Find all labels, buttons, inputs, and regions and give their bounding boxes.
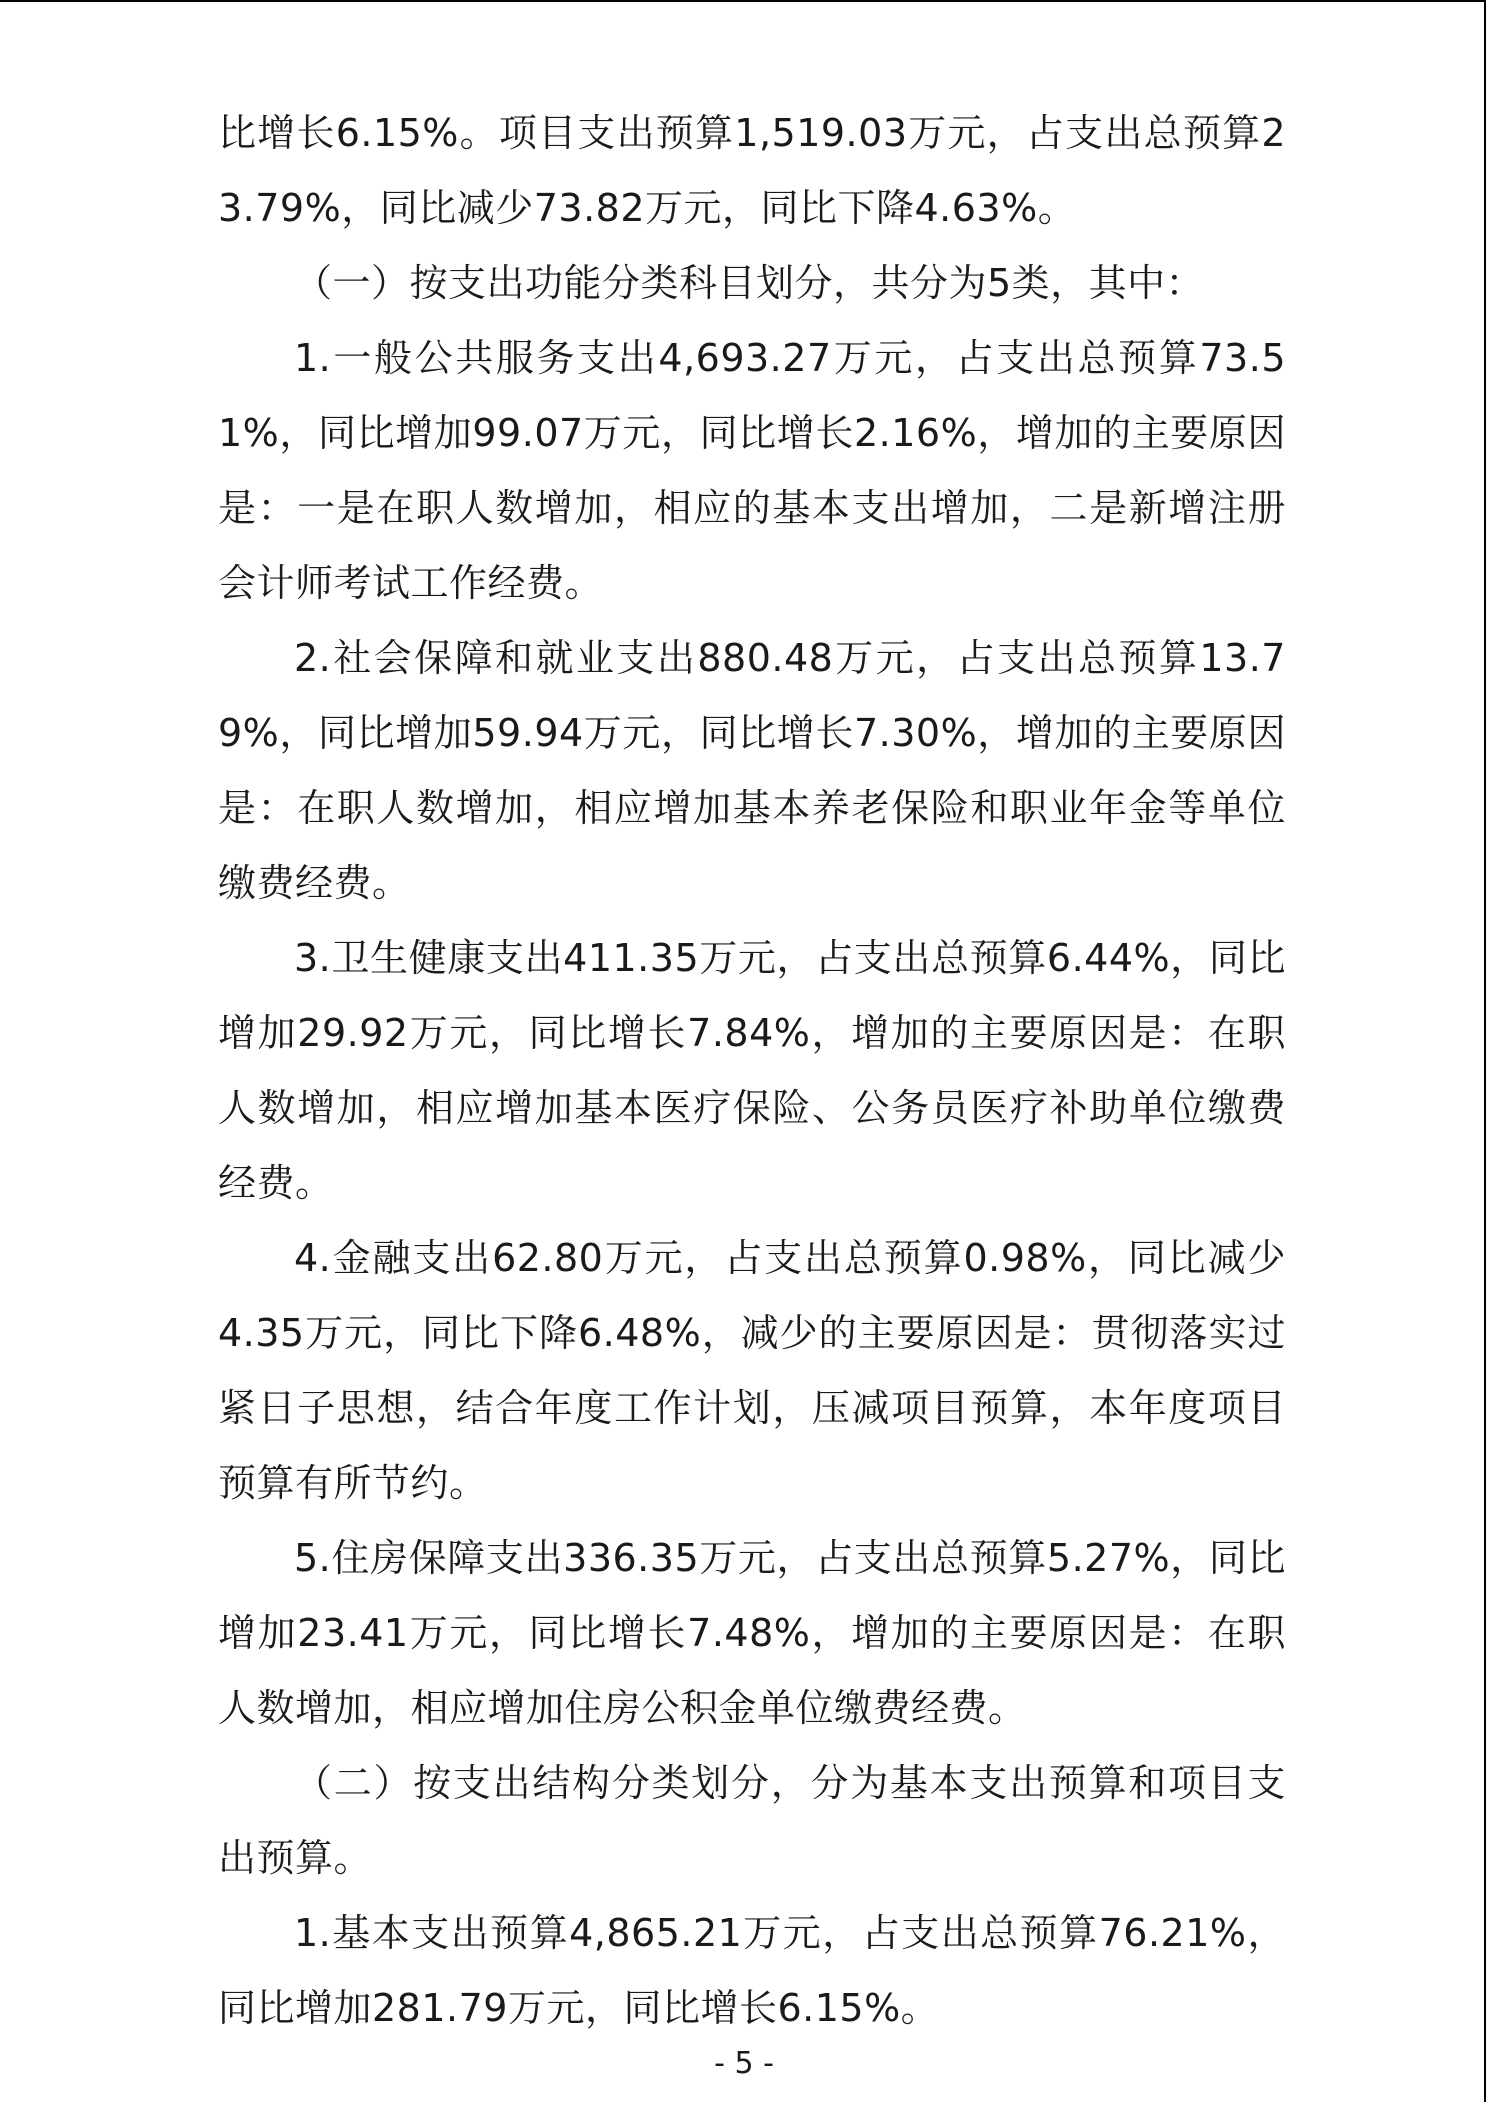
section-heading-expenditure-structure: （二）按支出结构分类划分，分为基本支出预算和项目支出预算。 xyxy=(218,1761,1286,1880)
paragraph-housing-security: 5.住房保障支出336.35万元，占支出总预算5.27%，同比增加23.41万元，同比增长7.48%，增加的主要原因是：在职人数增加，相应增加住房公积金单位缴费经费。 xyxy=(218,1536,1286,1730)
paragraph-finance: 4.金融支出62.80万元，占支出总预算0.98%，同比减少4.35万元，同比下降6.48%，减少的主要原因是：贯彻落实过紧日子思想，结合年度工作计划，压减项目预算，本年度项目预算有所节约。 xyxy=(218,1236,1286,1505)
paragraph-basic-expenditure: 1.基本支出预算4,865.21万元，占支出总预算76.21%，同比增加281.79万元，同比增长6.15%。 xyxy=(218,1911,1286,2030)
page-number: - 5 - xyxy=(714,2046,774,2081)
section-heading-functional-classification: （一）按支出功能分类科目划分，共分为5类，其中： xyxy=(294,261,1205,305)
document-body xyxy=(218,96,1286,2046)
paragraph-health: 3.卫生健康支出411.35万元，占支出总预算6.44%，同比增加29.92万元，同比增长7.84%，增加的主要原因是：在职人数增加，相应增加基本医疗保险、公务员医疗补助单位缴费经费。 xyxy=(218,936,1286,1205)
paragraph-social-security-employment: 2.社会保障和就业支出880.48万元，占支出总预算13.79%，同比增加59.94万元，同比增长7.30%，增加的主要原因是：在职人数增加，相应增加基本养老保险和职业年金等单位缴费经费。 xyxy=(218,636,1286,905)
paragraph-continuation: 比增长6.15%。项目支出预算1,519.03万元，占支出总预算23.79%，同比减少73.82万元，同比下降4.63%。 xyxy=(218,111,1286,230)
paragraph-general-public-services: 1.一般公共服务支出4,693.27万元，占支出总预算73.51%，同比增加99.07万元，同比增长2.16%，增加的主要原因是：一是在职人数增加，相应的基本支出增加，二是新增注册会计师考试工作经费。 xyxy=(218,336,1286,605)
